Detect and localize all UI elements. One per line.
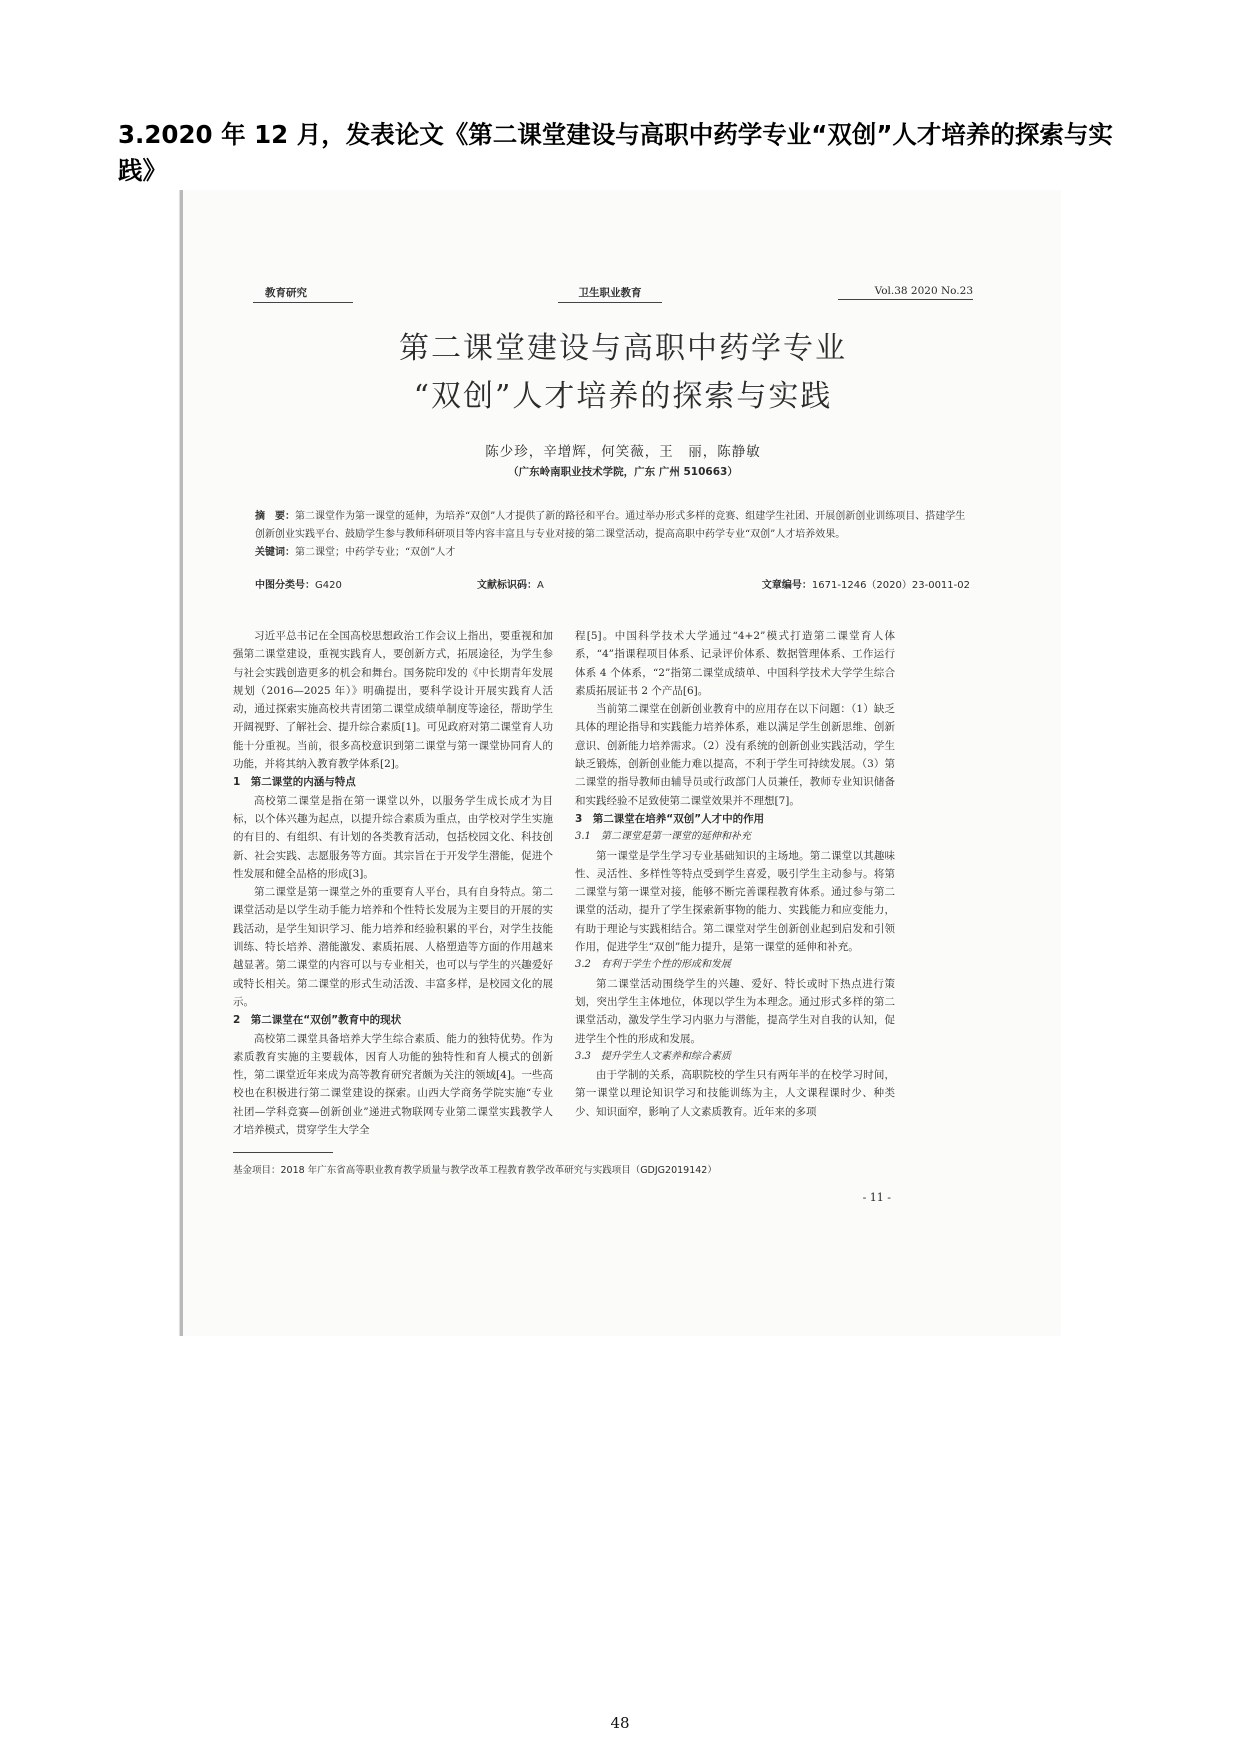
article-no-label: 文章编号：	[761, 580, 812, 591]
scanned-article-page	[180, 190, 1061, 1336]
article-title-line1: 第二课堂建设与高职中药学专业	[399, 331, 847, 366]
fund-note: 基金项目：2018 年广东省高等职业教育教学质量与教学改革工程教育教学改革研究与实践项目（GDJG2019142）	[233, 1165, 717, 1176]
article-no-value: 1671-1246（2020）23-0011-02	[811, 580, 970, 591]
doc-code-value: A	[537, 580, 544, 591]
article-authors: 陈少珍，辛增辉，何笑薇，王 丽，陈静敏	[485, 444, 761, 460]
body-paragraph: 高校第二课堂具备培养大学生综合素质、能力的独特优势。作为素质教育实施的主要载体，因育人功能的独特性和育人模式的创新性，第二课堂近年来成为高等教育研究者颇为关注的领域[4]。一些高校也在积极进行第二课堂建设的探索。山西大学商务学院实施“专业社团—学科竞赛—创新创业”递进式物联网专业第二课堂实践教学人才培养模式，贯穿学生大学全	[233, 1032, 553, 1137]
page-number: 48	[610, 1714, 630, 1732]
article-affiliation: （广东岭南职业技术学院，广东 广州 510663）	[508, 466, 738, 478]
section-heading: 3 第二课堂在培养“双创”人才中的作用	[575, 812, 765, 825]
keywords-line	[255, 544, 969, 562]
footnote-divider	[233, 1152, 333, 1153]
running-head-left-text: 教育研究	[253, 285, 353, 303]
document-heading: 3.2020 年 12 月，发表论文《第二课堂建设与高职中药学专业“双创”人才培养的探索与实践》	[118, 120, 1113, 185]
keywords-label: 关键词：	[255, 547, 295, 558]
abstract-text: 第二课堂作为第一课堂的延伸，为培养“双创”人才提供了新的路径和平台。通过举办形式多样的竞赛、组建学生社团、开展创新创业训练项目、搭建学生创新创业实践平台、鼓励学生参与教师科研项目等内容丰富且与专业对接的第二课堂活动，提高高职中药学专业“双创”人才培养效果。	[255, 511, 966, 540]
subsection-heading: 3.3 提升学生人文素养和综合素质	[575, 1050, 731, 1062]
inner-page-number: - 11 -	[862, 1191, 891, 1204]
article-title-line2: “双创”人才培养的探索与实践	[413, 379, 833, 414]
article-number	[670, 576, 970, 594]
subsection-heading: 3.2 有利于学生个性的形成和发展	[575, 959, 731, 971]
body-paragraph: 第一课堂是学生学习专业基础知识的主场地。第二课堂以其趣味性、灵活性、多样性等特点受到学生喜爱，吸引学生主动参与。将第二课堂与第一课堂对接，能够不断完善课程教育体系。通过参与第二课堂的活动，提升了学生探索新事物的能力、实践能力和应变能力，有助于理论与实践相结合。第二课堂对学生创新创业起到启发和引领作用，促进学生“双创”能力提升，是第一课堂的延伸和补充。	[575, 849, 895, 954]
running-head-right-text: Vol.38 2020 No.23	[838, 285, 973, 300]
clc-value: G420	[315, 580, 342, 591]
body-paragraph: 高校第二课堂是指在第一课堂以外，以服务学生成长成才为目标，以个体兴趣为起点，以提升综合素质为重点，由学校对学生实施的有目的、有组织、有计划的各类教育活动，包括校园文化、科技创新、社会实践、志愿服务等方面。其宗旨在于开发学生潜能，促进个性发展和健全品格的形成[3]。	[233, 794, 553, 880]
body-column-left	[233, 627, 553, 1139]
body-paragraph: 由于学制的关系，高职院校的学生只有两年半的在校学习时间，第一课堂以理论知识学习和技能训练为主，人文课程课时少、种类少、知识面窄，影响了人文素质教育。近年来的多项	[575, 1069, 895, 1118]
body-paragraph: 第二课堂活动围绕学生的兴趣、爱好、特长或时下热点进行策划，突出学生主体地位，体现以学生为本理念。通过形式多样的第二课堂活动，激发学生学习内驱力与潜能，提高学生对自我的认知，促进学生个性的形成和发展。	[575, 977, 895, 1045]
running-head-left	[253, 285, 353, 305]
body-column-right	[575, 627, 895, 1121]
running-head-right	[838, 285, 973, 305]
doc-code-label: 文献标识码：	[477, 580, 537, 591]
body-paragraph: 第二课堂是第一课堂之外的重要育人平台，具有自身特点。第二课堂活动是以学生动手能力培养和个性特长发展为主要目的开展的实践活动，是学生知识学习、能力培养和经验积累的平台，对学生技能训练、特长培养、潜能激发、素质拓展、人格塑造等方面的作用越来越显著。第二课堂的内容可以与专业相关，也可以与学生的兴趣爱好或特长相关。第二课堂的形式生动活泼、丰富多样，是校园文化的展示。	[233, 886, 553, 1008]
article-title	[263, 325, 983, 421]
running-head-center	[558, 285, 662, 305]
clc-label: 中图分类号：	[255, 580, 315, 591]
body-paragraph: 当前第二课堂在创新创业教育中的应用存在以下问题：（1）缺乏具体的理论指导和实践能力培养体系，难以满足学生创新思维、创新意识、创新能力培养需求。（2）没有系统的创新创业实践活动，学生缺乏锻炼，创新创业能力难以提高，不利于学生可持续发展。（3）第二课堂的指导教师由辅导员或行政部门人员兼任，教师专业知识储备和实践经验不足致使第二课堂效果并不理想[7]。	[575, 703, 895, 807]
abstract-paragraph	[255, 508, 969, 544]
keywords-text: 第二课堂；中药学专业；“双创”人才	[295, 547, 456, 558]
body-paragraph: 习近平总书记在全国高校思想政治工作会议上指出，要重视和加强第二课堂建设，重视实践育人，要创新方式，拓展途径，为学生参与社会实践创造更多的机会和舞台。国务院印发的《中长期青年发展规划（2016—2025 年）》明确提出，要科学设计开展实践育人活动，通过探索实施高校共青团第二课堂成绩单制度等途径，帮助学生开阔视野、了解社会、提升综合素质[1]。可见政府对第二课堂育人功能十分重视。当前，很多高校意识到第二课堂与第一课堂协同育人的功能，并将其纳入教育教学体系[2]。	[233, 630, 553, 771]
abstract-label: 摘 要：	[255, 511, 295, 522]
section-heading: 1 第二课堂的内涵与特点	[233, 776, 356, 789]
article-abstract	[255, 508, 969, 562]
body-paragraph: 程[5]。中国科学技术大学通过“4+2”模式打造第二课堂育人体系，“4”指课程项目体系、记录评价体系、数据管理体系、工作运行体系 4 个体系，“2”指第二课堂成绩单、中国科学技术大学学生综合素质拓展证书 2 个产品[6]。	[575, 630, 895, 697]
subsection-heading: 3.1 第二课堂是第一课堂的延伸和补充	[575, 831, 751, 843]
clc-number	[255, 576, 415, 594]
document-code	[477, 576, 597, 594]
running-head-center-text: 卫生职业教育	[558, 285, 662, 303]
section-heading: 2 第二课堂在“双创”教育中的现状	[233, 1014, 402, 1027]
